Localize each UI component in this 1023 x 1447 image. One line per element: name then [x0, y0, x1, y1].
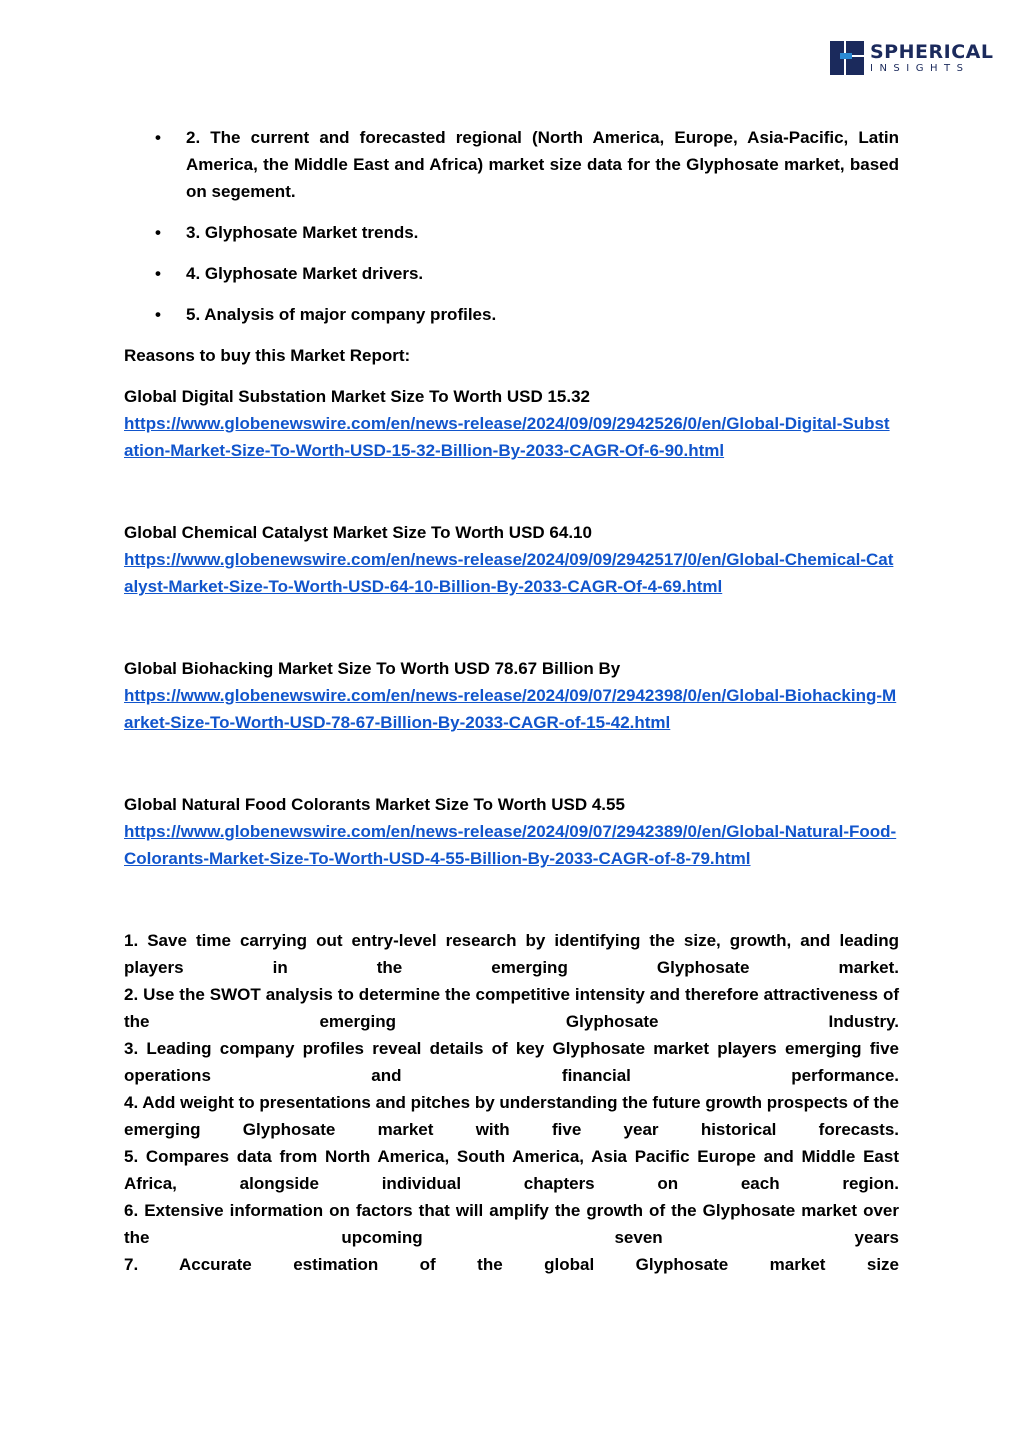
bullet-icon: •	[155, 128, 161, 147]
list-item: • 3. Glyphosate Market trends.	[124, 219, 899, 246]
logo-subtitle: INSIGHTS	[870, 62, 970, 74]
list-item: 2. Use the SWOT analysis to determine the competitive intensity and therefore attractiveness of the emerging Glyphosate Industry.	[124, 985, 899, 1031]
bullet-icon: •	[155, 223, 161, 242]
spherical-insights-logo	[830, 40, 993, 76]
entry-link[interactable]: https://www.globenewswire.com/en/news-release/2024/09/09/2942517/0/en/Global-Chemical-Catalyst-Market-Size-To-Worth-USD-64-10-Billion-By-2033-CAGR-Of-4-69.html	[124, 550, 894, 596]
logo-mark-icon	[830, 41, 864, 75]
list-item: • 4. Glyphosate Market drivers.	[124, 260, 899, 287]
document-body	[124, 124, 899, 1278]
list-item: 3. Leading company profiles reveal details of key Glyphosate market players emerging five operations and financial performance.	[124, 1039, 899, 1085]
list-item: 6. Extensive information on factors that will amplify the growth of the Glyphosate market over the upcoming seven years	[124, 1201, 899, 1247]
list-item: 7. Accurate estimation of the global Glyphosate market size	[124, 1255, 899, 1274]
bullet-icon: •	[155, 264, 161, 283]
related-report-entry	[124, 519, 899, 600]
entry-link[interactable]: https://www.globenewswire.com/en/news-release/2024/09/09/2942526/0/en/Global-Digital-Substation-Market-Size-To-Worth-USD-15-32-Billion-By-2033-CAGR-Of-6-90.html	[124, 414, 890, 460]
bullet-icon: •	[155, 305, 161, 324]
list-item: 4. Add weight to presentations and pitches by understanding the future growth prospects of the emerging Glyphosate market with five year historical forecasts.	[124, 1093, 899, 1139]
entry-headline: Global Biohacking Market Size To Worth USD 78.67 Billion By	[124, 659, 621, 678]
entry-headline: Global Digital Substation Market Size To Worth USD 15.32	[124, 387, 590, 406]
logo-title: SPHERICAL	[870, 40, 994, 63]
list-item: 1. Save time carrying out entry-level research by identifying the size, growth, and leading players in the emerging Glyphosate market.	[124, 931, 899, 977]
entry-headline: Global Chemical Catalyst Market Size To Worth USD 64.10	[124, 523, 592, 542]
related-report-entry	[124, 383, 899, 464]
list-item: • 5. Analysis of major company profiles.	[124, 301, 899, 328]
bullet-list	[124, 124, 899, 328]
entry-headline: Global Natural Food Colorants Market Size To Worth USD 4.55	[124, 795, 625, 814]
list-item: • 2. The current and forecasted regional (North America, Europe, Asia-Pacific, Latin America, the Middle East and Africa) market size data for the Glyphosate market, based on segement.	[124, 124, 899, 205]
reasons-list	[124, 927, 899, 1278]
reasons-heading: Reasons to buy this Market Report:	[124, 346, 411, 365]
list-item: 5. Compares data from North America, South America, Asia Pacific Europe and Middle East Africa, alongside individual chapters on each region.	[124, 1147, 899, 1193]
related-report-entry	[124, 655, 899, 736]
entry-link[interactable]: https://www.globenewswire.com/en/news-release/2024/09/07/2942398/0/en/Global-Biohacking-Market-Size-To-Worth-USD-78-67-Billion-By-2033-CAGR-of-15-42.html	[124, 686, 897, 732]
related-report-entry	[124, 791, 899, 872]
entry-link[interactable]: https://www.globenewswire.com/en/news-release/2024/09/07/2942389/0/en/Global-Natural-Food-Colorants-Market-Size-To-Worth-USD-4-55-Billion-By-2033-CAGR-of-8-79.html	[124, 822, 897, 868]
